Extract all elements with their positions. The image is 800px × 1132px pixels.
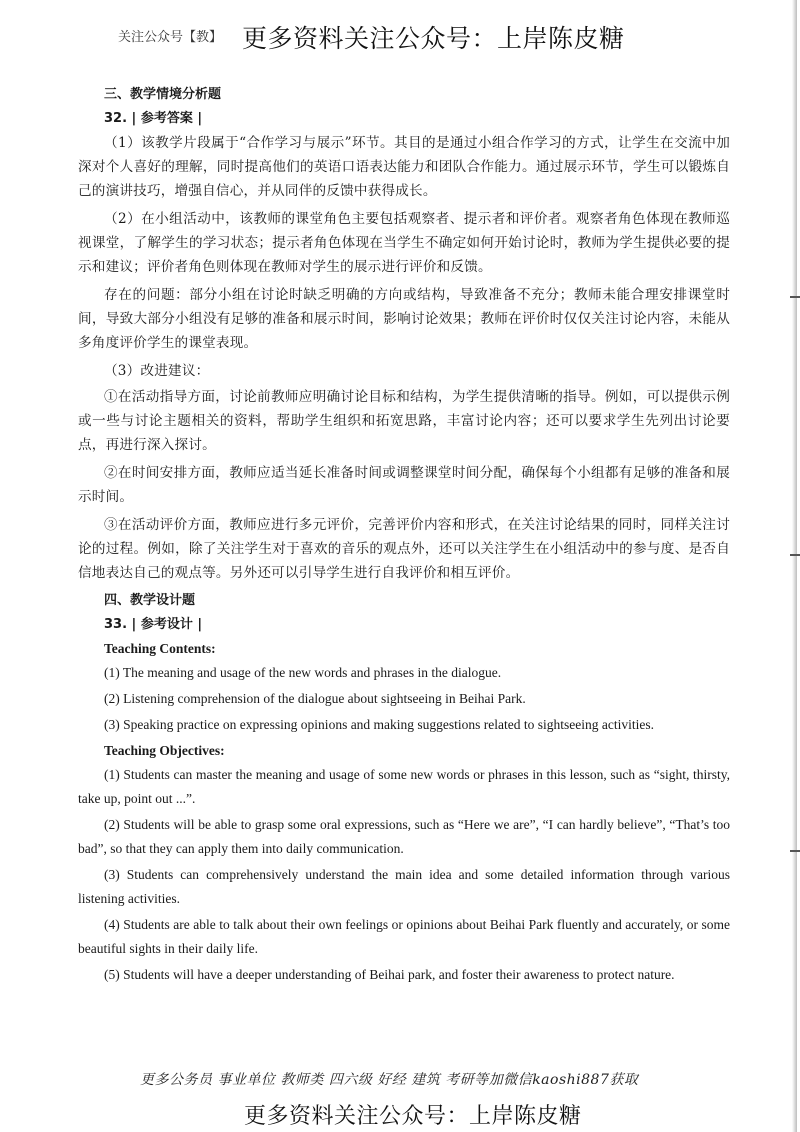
scan-mark: [790, 296, 800, 298]
scan-mark: [790, 554, 800, 556]
page-header: [0, 0, 800, 60]
content-item-1: (1) The meaning and usage of the new words and phrases in the dialogue.: [104, 665, 502, 680]
teaching-contents-heading: Teaching Contents:: [104, 641, 216, 656]
scan-mark: [790, 850, 800, 852]
answer-paragraph-3: 存在的问题：部分小组在讨论时缺乏明确的方向或结构，导致准备不充分；教师未能合理安排课堂时间，导致大部分小组没有足够的准备和展示时间，影响讨论效果；教师在评价时仅仅关注讨论内容，未能从多角度评价学生的课堂表现。: [78, 287, 730, 351]
page-content: [78, 83, 730, 989]
header-left-text: 关注公众号【教】: [118, 30, 223, 45]
teaching-objectives-heading: Teaching Objectives:: [104, 743, 225, 758]
question-32-label: 32. | 参考答案 |: [104, 111, 203, 126]
section-4-title: 四、教学设计题: [104, 593, 196, 608]
objective-item-5: (5) Students will have a deeper understanding of Beihai park, and foster their awareness to protect nature.: [104, 967, 675, 982]
answer-paragraph-2: （2）在小组活动中，该教师的课堂角色主要包括观察者、提示者和评价者。观察者角色体现在教师巡视课堂，了解学生的学习状态；提示者角色体现在当学生不确定如何开始讨论时，教师为学生提供必要的提示和建议；评价者角色则体现在教师对学生的展示进行评价和反馈。: [78, 211, 730, 275]
answer-paragraph-1: （1）该教学片段属于“合作学习与展示”环节。其目的是通过小组合作学习的方式，让学生在交流中加深对个人喜好的理解，同时提高他们的英语口语表达能力和团队合作能力。通过展示环节，学生可以锻炼自己的演讲技巧，增强自信心，并从同伴的反馈中获得成长。: [78, 135, 730, 199]
objective-item-3: (3) Students can comprehensively understand the main idea and some detailed information through various listening activities.: [78, 867, 730, 906]
suggestion-3: ③在活动评价方面，教师应进行多元评价，完善评价内容和形式，在关注讨论结果的同时，同样关注讨论的过程。例如，除了关注学生对于喜欢的音乐的观点外，还可以关注学生在小组活动中的参与度、是否自信地表达自己的观点等。另外还可以引导学生进行自我评价和相互评价。: [78, 517, 730, 581]
footer-watermark-text: 更多资料关注公众号：上岸陈皮糖: [244, 1104, 582, 1129]
suggestion-1: ①在活动指导方面，讨论前教师应明确讨论目标和结构，为学生提供清晰的指导。例如，可以提供示例或一些与讨论主题相关的资料，帮助学生组织和拓宽思路，丰富讨论内容；还可以要求学生先列出讨论要点，再进行深入探讨。: [78, 389, 730, 453]
scan-page-edge: [792, 0, 797, 1132]
suggestion-2: ②在时间安排方面，教师应适当延长准备时间或调整课堂时间分配，确保每个小组都有足够的准备和展示时间。: [78, 465, 730, 505]
header-watermark-text: 更多资料关注公众号：上岸陈皮糖: [242, 24, 625, 53]
question-33-label: 33. | 参考设计 |: [104, 617, 203, 632]
objective-item-1: (1) Students can master the meaning and usage of some new words or phrases in this lesson, such as “sight, thirsty, take up, point out ...”.: [78, 767, 730, 806]
answer-paragraph-4: （3）改进建议：: [104, 363, 210, 379]
objective-item-4: (4) Students are able to talk about their own feelings or opinions about Beihai Park fluently and accurately, or some beautiful sights in their daily life.: [78, 917, 730, 956]
section-3-title: 三、教学情境分析题: [104, 87, 222, 102]
content-item-2: (2) Listening comprehension of the dialogue about sightseeing in Beihai Park.: [104, 691, 526, 706]
objective-item-2: (2) Students will be able to grasp some oral expressions, such as “Here we are”, “I can hardly believe”, “That’s too bad”, so that they can apply them into daily communication.: [78, 817, 730, 856]
content-item-3: (3) Speaking practice on expressing opinions and making suggestions related to sightseeing activities.: [104, 717, 655, 732]
footer-handwritten-note: 更多公务员 事业单位 教师类 四六级 好经 建筑 考研等加微信kaoshi887获取: [140, 1072, 639, 1088]
